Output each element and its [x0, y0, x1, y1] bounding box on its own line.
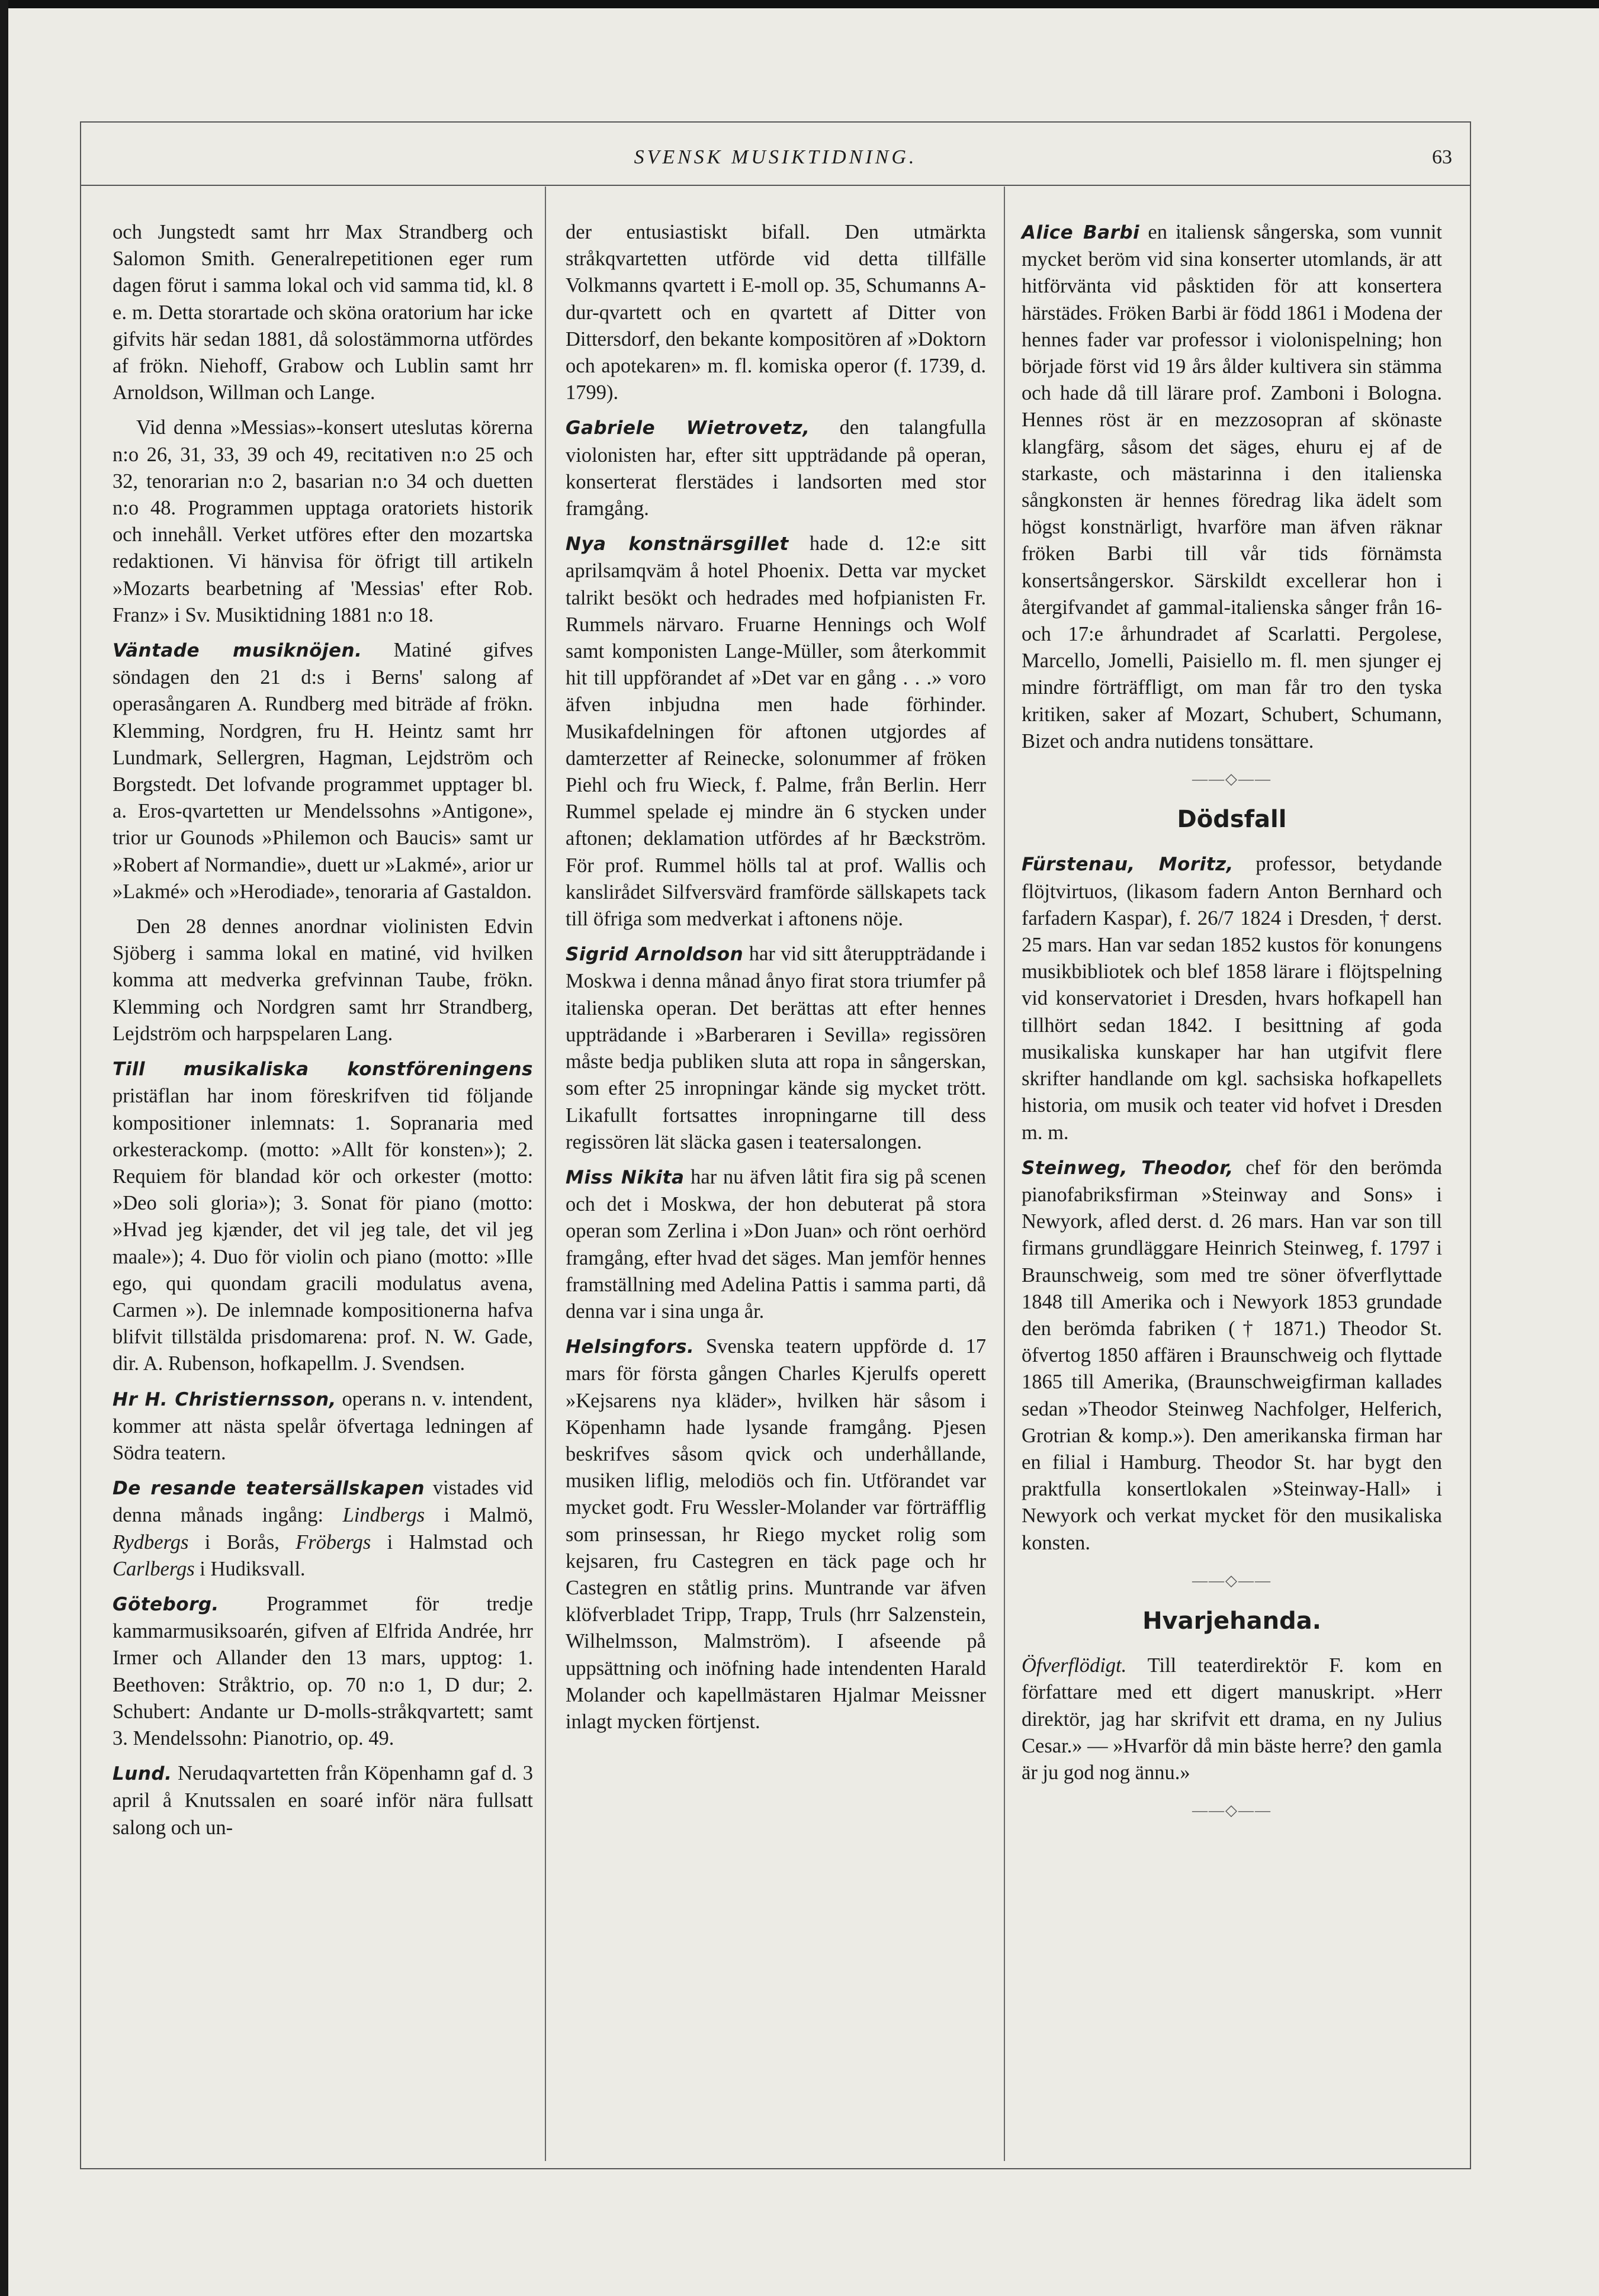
column-3 [1022, 219, 1442, 1837]
lead-furstenau: Fürstenau, Moritz, [1022, 854, 1234, 876]
lead-helsingfors: Helsingfors. [566, 1336, 695, 1358]
paragraph-expected-concerts: Väntade musiknöjen. Matiné gifves söndagen den 21 d:s i Berns' salong af operasångaren A. Rundberg med biträde af frökn. Klemming, Nordgren, fru H. Heintz samt hrr Lundmark, Sellergren, Hagman, Lejdström och Borgstedt. Det lofvande programmet upptager bl. a. Eros-qvartetten ur Mendelssohns »Antigone», trior ur Gounods »Philemon och Baucis» samt ur »Robert af Normandie», duett ur »Lakmé», arior ur »Lakmé» och »Herodiade», tenoraria af Gastaldon. [113, 639, 533, 903]
lead-alice-barbi: Alice Barbi [1022, 222, 1140, 243]
lead-lund: Lund. [113, 1763, 172, 1785]
lead-konstnarsgillet: Nya konstnärsgillet [566, 533, 789, 555]
paragraph-wietrovetz: Gabriele Wietrovetz, den talangfulla violonisten har, efter sitt uppträdande på operan, konserterat flerstädes i landsorten med stor framgång. [566, 416, 986, 520]
paragraph-sigrid-arnoldson: Sigrid Arnoldson har vid sitt återuppträdande i Moskwa i denna månad ånyo firat stora triumfer på italienska operan. Det berättas att efter hennes uppträdande i »Barberaren i Sevilla» regissören måste bedja publiken sluta att ropa in sångerskan, som efter 25 inropningar kände sig mycket trött. Likafullt fortsattes inropningarne till dess regissören lät släcka gasen i teatersalongen. [566, 943, 986, 1153]
paragraph-helsingfors: Helsingfors. Svenska teatern uppförde d. 17 mars för första gången Charles Kjerulfs operett »Kejsarens nya kläder», hvilken här såsom i Köpenhamn hade lysande framgång. Pjesen beskrifves såsom qvick och underhållande, musiken liflig, melodiös och fin. Utförandet var mycket godt. Fru Wessler-Molander var förträfflig som prinsessan, hr Riego mycket rolig som kejsaren, fru Castegren en täck page och hr Castegren en ståtlig prins. Muntrande var äfven klöfverbladet Tripp, Trapp, Truls (hrr Salzenstein, Wilhelmsson, Malmström). I afseende på uppsättning och inöfning hade intendenten Harald Molander och kapellmästaren Hjalmar Meissner inlagt mycken förtjenst. [566, 1335, 986, 1733]
paragraph-miss-nikita: Miss Nikita har nu äfven låtit fira sig på scenen och det i Moskwa, der hon debuterat på stora operan som Zerlina i »Don Juan» och rönt oerhörd framgång, efter hvad det säges. Man jemför hennes framställning med Adelina Pattis i samma parti, då denna var i sina unga år. [566, 1165, 986, 1323]
page-number: 63 [1432, 146, 1452, 168]
journal-title: SVENSK MUSIKTIDNING. [634, 146, 917, 168]
paragraph-messias-program: Vid denna »Messias»-konsert uteslutas körerna n:o 26, 31, 33, 39 och 49, recitativen n:o 25 och 32, tenorarian n:o 2, basarian n:o 34 och duetten n:o 48. Programmen upptaga oratoriets historik och innehåll. Verket utföres efter den mozartska redaktionen. Vi hänvisa för öfrigt till artikeln »Mozarts bearbetning af 'Messias' efter Rob. Franz» i Sv. Musiktidning 1881 n:o 18. [113, 416, 533, 626]
lead-christiernsson: Hr H. Christiernsson, [113, 1388, 336, 1410]
lead-sigrid-arnoldson: Sigrid Arnoldson [566, 944, 744, 966]
paragraph-messias-cast: och Jungstedt samt hrr Max Strandberg och Salomon Smith. Generalrepetitionen eger rum dagen förut i samma lokal och vid samma tid, kl. 8 e. m. Detta storartade och sköna oratorium har icke gifvits här sedan 1881, då solostämmorna utfördes af frökn. Niehoff, Grabow och Lublin samt hrr Arnoldson, Willman och Lange. [113, 221, 533, 404]
paragraph-furstenau: Fürstenau, Moritz, professor, betydande flöjtvirtuos, (likasom fadern Anton Bernhard och farfadern Kaspar), f. 26/7 1824 i Dresden, † derst. 25 mars. Han var sedan 1852 kustos för konungens musikbibliotek och blef 1858 lärare i flöjtspelning vid konservatoriet i Dresden, hvars hofkapell han tillhört sedan 1842. I besittning af goda musikaliska kunskaper har han utgifvit flere skrifter handlande om kgl. sachsiska hofkapellets historia, om musik och teater vid hofvet i Dresden m. m. [1022, 853, 1442, 1144]
lead-miss-nikita: Miss Nikita [566, 1166, 685, 1188]
paragraph-christiernsson: Hr H. Christiernsson, operans n. v. intendent, kommer att nästa spelår öfvertaga ledningen af Södra teatern. [113, 1387, 533, 1464]
column-rule-left [545, 186, 546, 2161]
paragraph-goteborg: Göteborg. Programmet för tredje kammarmusiksoarén, gifven af Elfrida Andrée, hrr Irmer och Allander den 13 mars, upptog: 1. Beethoven: Stråktrio, op. 70 n:o 1, D dur; 2. Schubert: Andante ur D-molls-stråkqvartett; samt 3. Mendelssohn: Pianotrio, op. 49. [113, 1592, 533, 1750]
paragraph-lund-continued: der entusiastiskt bifall. Den utmärkta stråkqvartetten utförde vid detta tillfälle Volkmanns qvartett i E-moll op. 35, Schumanns A-dur-qvartett och en qvartett af Ditter von Dittersdorf, den bekante kompositören af »Doktorn och apotekaren» m. fl. komiska operor (f. 1739, d. 1799). [566, 221, 986, 404]
paragraph-alice-barbi: Alice Barbi en italiensk sångerska, som vunnit mycket beröm vid sina konserter utomlands, är att hitförvänta vid påsktiden för att konsertera härstädes. Fröken Barbi är född 1861 i Modena der hennes fader var professor i violonispelning; hon började först vid 19 års ålder kultivera sin stämma och hade då till lärare prof. Zamboni i Bologna. Hennes röst är en mezzosopran af skönaste klangfärg, såsom det säges, ehuru ej af de starkaste, och mästarinna i den italienska sångkonsten är hennes föredrag lika ädelt som högst konstnärligt, hvarföre man äfven räknar fröken Barbi till vår tids förnämsta konsertsångerskor. Särskildt excellerar hon i återgifvandet af gammal-italienska sånger från 16- och 17:e århundradet af Scarlatti. Pergolese, Marcello, Jomelli, Paisiello m. fl. men sjunger ej mindre förträffligt, om man får tro den tyska kritiken, saker af Mozart, Schubert, Schumann, Bizet och andra nutidens tonsättare. [1022, 221, 1442, 753]
lead-prize-competition: Till musikaliska konstföreningens [113, 1059, 533, 1081]
lead-steinweg: Steinweg, Theodor, [1022, 1157, 1234, 1179]
paragraph-steinweg: Steinweg, Theodor, chef för den berömda pianofabriksfirman »Steinway and Sons» i Newyork, afled derst. d. 26 mars. Han var son till firmans grundläggare Heinrich Steinweg, f. 1797 i Braunschweig, som med tre söner öfverflyttade 1848 till Amerika och i Newyork 1853 grundade den berömda fabriken († 1871.) Theodor St. öfvertog 1850 affären i Braunschweig och flyttade 1865 till Amerika, (Braunschweigfirman kallades sedan »Theodor Steinweg Nachfolger, Helferich, Grotrian & komp.»). Den amerikanska firman har en filial i Hamburg. Theodor St. har bygt den praktfulla konsertlokalen »Steinway-Hall» i Newyork och verkat mycket för den musikaliska konsten. [1022, 1156, 1443, 1554]
ornament-divider: ——◇—— [1192, 770, 1272, 788]
ornament-divider: ——◇—— [1192, 1802, 1272, 1819]
paragraph-anecdote: Öfverflödigt. Till teaterdirektör F. kom en författare med ett digert manuskript. »Herr direktör, jag har skrifvit ett drama, en ny Julius Cesar.» — »Hvarför då min bäste herre? den gamla är ju god nog ännu.» [1022, 1654, 1442, 1784]
paragraph-konstnarsgillet: Nya konstnärsgillet hade d. 12:e sitt aprilsamqväm å hotel Phoenix. Detta var mycket talrikt besökt och hedrades med hofpianisten Fr. Rummels närvaro. Fruarne Hennings och Wolf samt komponisten Lange-Müller, som återkommit hit till uppförandet af »Det var en gång . . .» voro äfven inbjudna men hade förhinder. Musikafdelningen för aftonen utgjordes af damterzetter af Reinecke, solonummer af fröken Piehl och fru Wieck, f. Palme, från Berlin. Herr Rummel spelade ej mindre än 6 stycken under aftonen; deklamation utfördes af hr Bæckström. För prof. Rummel hölls tal at prof. Wallis och kanslirådet Silfversvärd framförde sällskapets tack till öfriga som medverkat i aftonens nöje. [566, 532, 986, 931]
paragraph-prize-competition: Till musikaliska konstföreningens pristäflan har inom föreskrifven tid följande kompositioner inlemnats: 1. Sopranaria med orkesterackomp. (motto: »Allt för konsten»); 2. Requiem för blandad kör och orkester (motto: »Deo soli gloria»); 3. Sonat för piano (motto: »Hvad jeg kjænder, det vil jeg tale, det vil jeg maale»); 4. Duo för violin och piano (motto: »Ille ego, qui quondam gracili modulatus avena, Carmen »). De inlemnade kompositionerna hafva blifvit tillstälda prisdomarena: prof. N. W. Gade, dir. A. Rubenson, hofkapellm. J. Svendsen. [113, 1059, 533, 1375]
column-rule-right [1004, 186, 1005, 2161]
section-heading-miscellany: Hvarjehanda. [1142, 1607, 1321, 1635]
scan-top-edge [0, 0, 1599, 8]
paragraph-sjoberg-matinee: Den 28 dennes anordnar violinisten Edvin Sjöberg i samma lokal en matiné, vid hvilken komma att medverka grefvinnan Taube, frökn. Klemming och Nordgren samt hrr Strandberg, Lejdström och harpspelaren Lang. [113, 915, 533, 1045]
scan-left-edge [0, 0, 8, 2296]
ornament-divider: ——◇—— [1192, 1571, 1272, 1589]
column-2 [566, 219, 986, 1744]
column-1 [113, 219, 533, 1850]
lead-goteborg: Göteborg. [113, 1593, 219, 1615]
running-header [81, 123, 1470, 186]
paragraph-lund: Lund. Nerudaqvartetten från Köpenhamn gaf d. 3 april å Knutssalen en soaré inför nära fullsatt salong och un- [113, 1762, 533, 1839]
section-heading-deaths: Dödsfall [1177, 806, 1287, 834]
lead-anecdote: Öfverflödigt. [1022, 1654, 1127, 1677]
lead-expected-concerts: Väntade musiknöjen. [113, 640, 362, 662]
paragraph-touring-companies: De resande teatersällskapen vistades vid denna månads ingång: Lindbergs i Malmö, Rydbergs i Borås, Fröbergs i Halmstad och Carlbergs i Hudiksvall. [113, 1477, 534, 1580]
lead-wietrovetz: Gabriele Wietrovetz, [566, 417, 810, 439]
lead-touring-companies: De resande teatersällskapen [113, 1478, 425, 1500]
